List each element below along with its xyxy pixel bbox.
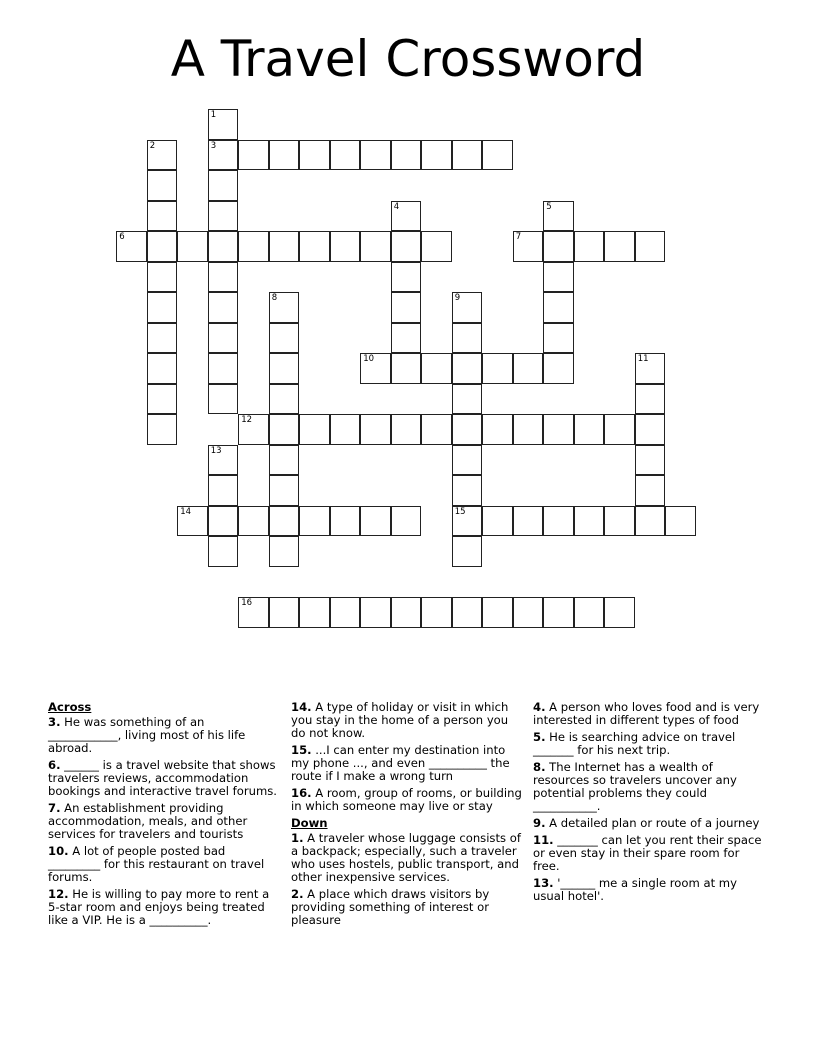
clue-down-9: 9. A detailed plan or route of a journey xyxy=(533,816,760,830)
grid-cell[interactable] xyxy=(635,353,666,384)
grid-cell[interactable] xyxy=(391,201,422,232)
grid-cell[interactable] xyxy=(452,506,483,537)
grid-cell[interactable] xyxy=(330,506,361,537)
clue-number: 6 xyxy=(119,232,125,243)
grid-cell[interactable] xyxy=(543,201,574,232)
clues-column-3 xyxy=(533,701,769,907)
grid-cell[interactable] xyxy=(452,353,483,384)
grid-cell[interactable] xyxy=(208,323,239,354)
grid-cell[interactable] xyxy=(208,506,239,537)
grid-cell[interactable] xyxy=(635,231,666,262)
grid-cell[interactable] xyxy=(208,292,239,323)
grid-cell[interactable] xyxy=(482,140,513,171)
clue-down-2: 2. A place which draws visitors by providing something of interest or pleasure xyxy=(291,887,490,927)
clue-across-3: 3. He was something of an ____________, living most of his life abroad. xyxy=(48,715,246,755)
grid-cell[interactable] xyxy=(543,231,574,262)
grid-cell[interactable] xyxy=(299,140,330,171)
grid-cell[interactable] xyxy=(208,262,239,293)
grid-cell[interactable] xyxy=(147,353,178,384)
clue-number: 14 xyxy=(180,506,192,517)
clue-across-16: 16. A room, group of rooms, or building in which someone may live or stay xyxy=(291,786,522,813)
grid-cell[interactable] xyxy=(269,140,300,171)
clue-down-5: 5. He is searching advice on travel _______ for his next trip. xyxy=(533,730,736,757)
grid-cell[interactable] xyxy=(208,201,239,232)
grid-cell[interactable] xyxy=(208,231,239,262)
grid-cell[interactable] xyxy=(604,414,635,445)
grid-cell[interactable] xyxy=(513,414,544,445)
grid-cell[interactable] xyxy=(421,414,452,445)
grid-cell[interactable] xyxy=(543,353,574,384)
grid-cell[interactable] xyxy=(269,384,300,415)
clue-down-4: 4. A person who loves food and is very interested in different types of food xyxy=(533,700,760,727)
grid-cell[interactable] xyxy=(147,231,178,262)
clue-across-15: 15. ...I can enter my destination into my phone ..., and even __________ the route if I make a wrong turn xyxy=(291,743,510,783)
grid-cell[interactable] xyxy=(482,506,513,537)
grid-cell[interactable] xyxy=(147,292,178,323)
grid-cell[interactable] xyxy=(421,353,452,384)
grid-cell[interactable] xyxy=(543,292,574,323)
grid-cell[interactable] xyxy=(513,597,544,628)
clue-across-6: 6. ______ is a travel website that shows travelers reviews, accommodation bookings and interactive travel forums. xyxy=(48,758,277,798)
grid-cell[interactable] xyxy=(604,597,635,628)
grid-cell[interactable] xyxy=(421,140,452,171)
grid-cell[interactable] xyxy=(391,414,422,445)
grid-cell[interactable] xyxy=(574,597,605,628)
clue-down-1: 1. A traveler whose luggage consists of a backpack; especially, such a traveler who uses hostels, public transport, and other inexpensive services. xyxy=(291,831,521,884)
clue-across-10: 10. A lot of people posted bad _________ for this restaurant on travel forums. xyxy=(48,844,265,884)
grid-cell[interactable] xyxy=(269,231,300,262)
grid-cell[interactable] xyxy=(330,414,361,445)
grid-cell[interactable] xyxy=(391,140,422,171)
grid-cell[interactable] xyxy=(513,231,544,262)
grid-cell[interactable] xyxy=(452,475,483,506)
grid-cell[interactable] xyxy=(330,140,361,171)
clue-across-12: 12. He is willing to pay more to rent a 5-star room and enjoys being treated like a VIP. He is a __________. xyxy=(48,887,270,927)
clue-number: 16 xyxy=(241,598,253,609)
grid-cell[interactable] xyxy=(147,414,178,445)
grid-cell[interactable] xyxy=(269,323,300,354)
clue-number: 10 xyxy=(363,354,375,365)
grid-cell[interactable] xyxy=(391,353,422,384)
grid-cell[interactable] xyxy=(360,140,391,171)
grid-cell[interactable] xyxy=(574,231,605,262)
grid-cell[interactable] xyxy=(482,414,513,445)
clue-number: 9 xyxy=(454,293,461,304)
grid-cell[interactable] xyxy=(269,292,300,323)
grid-cell[interactable] xyxy=(208,445,239,476)
grid-cell[interactable] xyxy=(635,414,666,445)
clue-number: 1 xyxy=(210,110,217,121)
grid-cell[interactable] xyxy=(269,597,300,628)
page-title: A Travel Crossword xyxy=(170,30,646,88)
clues-column-2 xyxy=(291,701,525,931)
clue-number: 13 xyxy=(210,445,222,456)
across-heading: Across xyxy=(48,700,92,714)
grid-cell[interactable] xyxy=(452,292,483,323)
grid-cell[interactable] xyxy=(452,140,483,171)
clue-number: 7 xyxy=(515,232,522,243)
grid-cell[interactable] xyxy=(208,475,239,506)
grid-cell[interactable] xyxy=(238,231,269,262)
grid-cell[interactable] xyxy=(482,353,513,384)
grid-cell[interactable] xyxy=(543,414,574,445)
grid-cell[interactable] xyxy=(391,292,422,323)
grid-cell[interactable] xyxy=(421,231,452,262)
grid-cell[interactable] xyxy=(147,262,178,293)
grid-cell[interactable] xyxy=(208,109,239,140)
clues-column-1 xyxy=(48,701,280,931)
grid-cell[interactable] xyxy=(482,597,513,628)
clue-number: 12 xyxy=(241,415,253,426)
grid-cell[interactable] xyxy=(391,597,422,628)
grid-cell[interactable] xyxy=(147,323,178,354)
grid-cell[interactable] xyxy=(360,353,391,384)
grid-cell[interactable] xyxy=(208,353,239,384)
grid-cell[interactable] xyxy=(299,506,330,537)
grid-cell[interactable] xyxy=(177,506,208,537)
grid-cell[interactable] xyxy=(665,506,696,537)
grid-cell[interactable] xyxy=(513,506,544,537)
clue-across-7: 7. An establishment providing accommodation, meals, and other services for travelers and tourists xyxy=(48,801,248,841)
grid-cell[interactable] xyxy=(574,414,605,445)
grid-cell[interactable] xyxy=(330,231,361,262)
grid-cell[interactable] xyxy=(452,414,483,445)
grid-cell[interactable] xyxy=(635,384,666,415)
grid-cell[interactable] xyxy=(360,597,391,628)
clue-across-14: 14. A type of holiday or visit in which you stay in the home of a person you do not know. xyxy=(291,700,509,740)
grid-cell[interactable] xyxy=(299,597,330,628)
grid-cell[interactable] xyxy=(360,414,391,445)
grid-cell[interactable] xyxy=(208,170,239,201)
grid-cell[interactable] xyxy=(269,536,300,567)
grid-cell[interactable] xyxy=(238,140,269,171)
clue-number: 8 xyxy=(271,293,278,304)
grid-cell[interactable] xyxy=(391,231,422,262)
grid-cell[interactable] xyxy=(543,597,574,628)
clue-number: 4 xyxy=(393,201,400,212)
grid-cell[interactable] xyxy=(238,506,269,537)
grid-cell[interactable] xyxy=(604,506,635,537)
grid-cell[interactable] xyxy=(452,597,483,628)
grid-cell[interactable] xyxy=(299,414,330,445)
grid-cell[interactable] xyxy=(147,201,178,232)
grid-cell[interactable] xyxy=(360,506,391,537)
grid-cell[interactable] xyxy=(116,231,147,262)
grid-cell[interactable] xyxy=(269,445,300,476)
grid-cell[interactable] xyxy=(635,506,666,537)
grid-cell[interactable] xyxy=(269,414,300,445)
clue-number: 2 xyxy=(149,140,156,151)
grid-cell[interactable] xyxy=(604,231,635,262)
grid-cell[interactable] xyxy=(269,475,300,506)
grid-cell[interactable] xyxy=(452,323,483,354)
grid-cell[interactable] xyxy=(208,140,239,171)
grid-cell[interactable] xyxy=(543,323,574,354)
grid-cell[interactable] xyxy=(452,384,483,415)
clue-down-11: 11. _______ can let you rent their space or even stay in their spare room for free. xyxy=(533,833,762,873)
grid-cell[interactable] xyxy=(208,536,239,567)
grid-cell[interactable] xyxy=(391,323,422,354)
grid-cell[interactable] xyxy=(330,597,361,628)
grid-cell[interactable] xyxy=(360,231,391,262)
grid-cell[interactable] xyxy=(391,506,422,537)
grid-cell[interactable] xyxy=(421,597,452,628)
grid-cell[interactable] xyxy=(238,597,269,628)
grid-cell[interactable] xyxy=(147,140,178,171)
grid-cell[interactable] xyxy=(635,445,666,476)
grid-cell[interactable] xyxy=(208,384,239,415)
grid-cell[interactable] xyxy=(147,170,178,201)
clue-number: 3 xyxy=(210,140,217,151)
grid-cell[interactable] xyxy=(574,506,605,537)
grid-cell[interactable] xyxy=(452,445,483,476)
grid-cell[interactable] xyxy=(635,475,666,506)
grid-cell[interactable] xyxy=(543,262,574,293)
grid-cell[interactable] xyxy=(513,353,544,384)
grid-cell[interactable] xyxy=(299,231,330,262)
grid-cell[interactable] xyxy=(391,262,422,293)
clue-down-13: 13. '______ me a single room at my usual hotel'. xyxy=(533,876,737,903)
clue-number: 15 xyxy=(454,506,466,517)
grid-cell[interactable] xyxy=(543,506,574,537)
down-heading: Down xyxy=(291,816,328,830)
grid-cell[interactable] xyxy=(269,506,300,537)
grid-cell[interactable] xyxy=(269,353,300,384)
clue-down-8: 8. The Internet has a wealth of resources so travelers uncover any potential problems they could ___________. xyxy=(533,760,737,813)
grid-cell[interactable] xyxy=(238,414,269,445)
clue-number: 5 xyxy=(546,201,552,212)
grid-cell[interactable] xyxy=(452,536,483,567)
clue-number: 11 xyxy=(637,354,649,365)
grid-cell[interactable] xyxy=(177,231,208,262)
grid-cell[interactable] xyxy=(147,384,178,415)
